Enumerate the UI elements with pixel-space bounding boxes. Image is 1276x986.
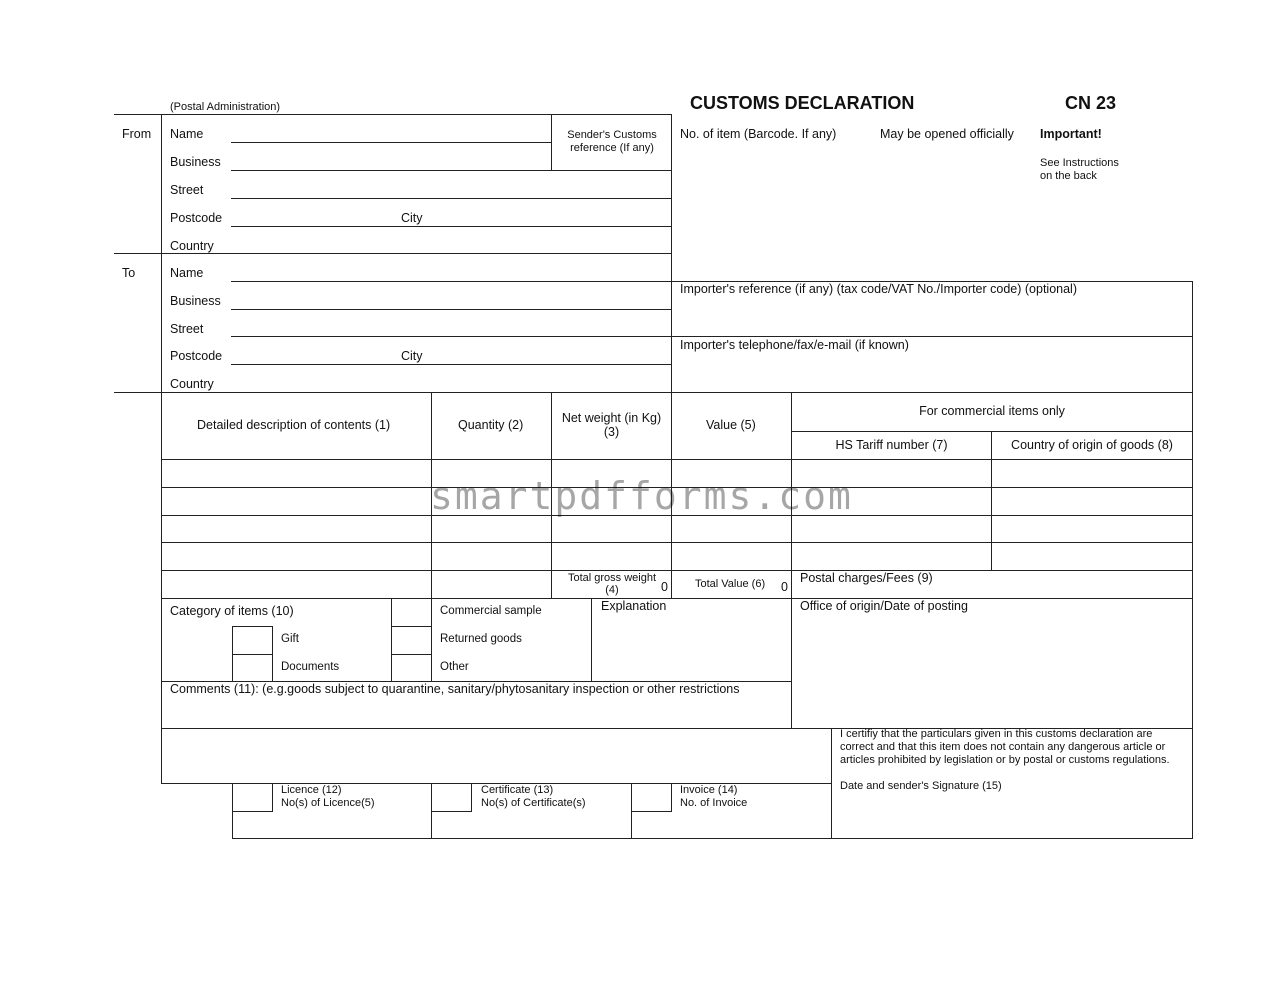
to-country-input[interactable] — [232, 376, 670, 392]
from-postcode-label: Postcode — [170, 211, 223, 225]
from-country-input[interactable] — [232, 238, 670, 253]
content-value-input[interactable] — [673, 517, 789, 541]
commercial-items-header: For commercial items only — [919, 404, 1065, 418]
invoice-checkbox[interactable] — [631, 783, 672, 812]
certification-line1: I certifiy that the particulars given in this customs declaration are — [840, 728, 1153, 740]
address-bottom-rule — [114, 392, 1192, 393]
licence-label: Licence (12) — [281, 784, 342, 796]
totals-bottom-rule — [161, 598, 1192, 599]
to-street-label: Street — [170, 322, 204, 336]
form-bottom-rule — [232, 838, 1193, 839]
to-street-line — [231, 336, 1192, 337]
sender-ref-divider — [551, 114, 552, 170]
signature-input[interactable] — [834, 796, 1190, 836]
sender-ref-line1: Sender's Customs — [567, 129, 657, 141]
form-title: CUSTOMS DECLARATION — [690, 93, 915, 113]
content-hs-input[interactable] — [793, 517, 989, 541]
office-origin-label: Office of origin/Date of posting — [800, 599, 968, 613]
documents-label: Documents — [281, 661, 340, 673]
content-description-input[interactable] — [163, 461, 429, 486]
hs-tariff-header: HS Tariff number (7) — [835, 438, 948, 452]
country-origin-header: Country of origin of goods (8) — [1011, 438, 1173, 452]
from-name-line — [231, 142, 551, 143]
from-street-line — [231, 198, 672, 199]
importer-contact-input[interactable] — [675, 355, 1189, 390]
explanation-input[interactable] — [594, 616, 789, 679]
postal-charges-input[interactable] — [960, 572, 1190, 597]
total-gross-weight-line2: (4) — [605, 584, 619, 596]
comments-input[interactable] — [163, 730, 829, 782]
importer-reference-input[interactable] — [675, 300, 1189, 334]
to-name-label: Name — [170, 266, 204, 280]
content-value-input[interactable] — [673, 544, 789, 569]
form-code: CN 23 — [1065, 93, 1117, 113]
content-quantity-input[interactable] — [433, 517, 549, 541]
office-left-rule — [791, 598, 792, 728]
certification-line2: correct and that this item does not contain any dangerous article or — [840, 741, 1166, 753]
content-hs-input[interactable] — [793, 544, 989, 569]
net-weight-header-line1: Net weight (in Kg) — [561, 411, 662, 425]
to-business-input[interactable] — [232, 293, 670, 309]
content-origin-input[interactable] — [993, 544, 1190, 569]
licence-number-input[interactable] — [234, 814, 429, 837]
see-instructions-line2: on the back — [1040, 170, 1097, 182]
left-column-rule — [161, 114, 162, 784]
certificate-label: Certificate (13) — [481, 784, 554, 796]
to-country-label: Country — [170, 377, 214, 391]
commercial-sub-rule — [791, 431, 1192, 432]
contents-row-rule-5 — [161, 570, 1192, 571]
category-label: Category of items (10) — [170, 604, 294, 618]
from-to-separator — [114, 253, 672, 254]
watermark-text: smartpdfforms.com — [430, 474, 853, 518]
signature-label: Date and sender's Signature (15) — [840, 780, 1002, 792]
net-weight-header-line2: (3) — [603, 425, 620, 439]
important-label: Important! — [1040, 127, 1102, 141]
see-instructions-line1: See Instructions — [1040, 157, 1119, 169]
totals-row-description-cell — [163, 572, 429, 597]
from-label: From — [122, 127, 152, 141]
licence-checkbox[interactable] — [232, 783, 273, 812]
from-name-label: Name — [170, 127, 204, 141]
postal-administration-label: (Postal Administration) — [170, 101, 281, 113]
contents-row-rule-4 — [161, 542, 1192, 543]
item-number-label: No. of item (Barcode. If any) — [680, 127, 837, 141]
importer-contact-label: Importer's telephone/fax/e-mail (if known) — [680, 338, 909, 352]
returned-goods-label: Returned goods — [440, 633, 522, 645]
to-label: To — [122, 266, 136, 280]
certificate-number-input[interactable] — [433, 814, 629, 837]
to-name-input[interactable] — [232, 265, 670, 281]
other-label: Other — [440, 661, 469, 673]
content-origin-input[interactable] — [993, 461, 1190, 486]
documents-checkbox[interactable] — [232, 654, 273, 682]
content-weight-input[interactable] — [553, 544, 669, 569]
total-gross-weight-line1: Total gross weight — [567, 572, 657, 584]
to-postcode-label: Postcode — [170, 349, 223, 363]
from-country-label: Country — [170, 239, 214, 253]
from-street-label: Street — [170, 183, 204, 197]
right-outer-rule — [1192, 281, 1193, 839]
to-city-label: City — [401, 349, 423, 363]
from-name-input[interactable] — [232, 126, 550, 142]
explanation-left-rule — [591, 598, 592, 681]
to-postcode-line — [231, 364, 672, 365]
content-description-input[interactable] — [163, 489, 429, 514]
content-origin-input[interactable] — [993, 517, 1190, 541]
may-be-opened-label: May be opened officially — [880, 127, 1014, 141]
commercial-sample-checkbox[interactable] — [391, 598, 432, 627]
contents-row-rule-1 — [161, 459, 1192, 460]
from-city-label: City — [401, 211, 423, 225]
gift-checkbox[interactable] — [232, 626, 273, 655]
office-origin-input[interactable] — [794, 616, 1190, 726]
content-description-input[interactable] — [163, 544, 429, 569]
from-city-input[interactable] — [428, 210, 670, 226]
to-business-line — [231, 309, 672, 310]
top-rule — [114, 114, 672, 115]
total-value-label: Total Value (6) — [695, 578, 766, 590]
certificate-checkbox[interactable] — [431, 783, 472, 812]
origin-col-rule — [991, 431, 992, 571]
value-header: Value (5) — [706, 418, 756, 432]
certificate-number-label: No(s) of Certificate(s) — [481, 797, 586, 809]
total-value-value[interactable]: 0 — [781, 580, 788, 594]
total-gross-weight-value[interactable]: 0 — [661, 580, 668, 594]
postal-charges-label: Postal charges/Fees (9) — [800, 571, 933, 585]
sender-ref-line2: reference (If any) — [570, 142, 654, 154]
description-header: Detailed description of contents (1) — [197, 418, 391, 432]
explanation-label: Explanation — [601, 599, 667, 613]
from-business-line — [231, 170, 672, 171]
invoice-number-label: No. of Invoice — [680, 797, 748, 809]
comments-label: Comments (11): (e.g.goods subject to quarantine, sanitary/phytosanitary inspection or other restrictions — [170, 682, 740, 696]
importer-reference-label: Importer's reference (if any) (tax code/VAT No./Importer code) (optional) — [680, 282, 1077, 296]
to-business-label: Business — [170, 294, 221, 308]
sender-ref-input[interactable] — [555, 157, 669, 169]
totals-row-quantity-cell — [433, 572, 549, 597]
from-postcode-input[interactable] — [232, 210, 397, 226]
quantity-header: Quantity (2) — [458, 418, 524, 432]
content-weight-input[interactable] — [553, 517, 669, 541]
sender-right-rule — [671, 114, 672, 284]
from-postcode-line — [231, 226, 672, 227]
returned-goods-checkbox[interactable] — [391, 626, 432, 655]
to-postcode-input[interactable] — [232, 348, 397, 364]
other-checkbox[interactable] — [391, 654, 432, 682]
invoice-number-input[interactable] — [633, 814, 829, 837]
gift-label: Gift — [281, 633, 299, 645]
licence-number-label: No(s) of Licence(5) — [281, 797, 375, 809]
from-business-input[interactable] — [232, 154, 550, 170]
content-description-input[interactable] — [163, 517, 429, 541]
content-origin-input[interactable] — [993, 489, 1190, 514]
commercial-sample-label: Commercial sample — [440, 605, 542, 617]
importer-left-rule — [671, 281, 672, 392]
content-quantity-input[interactable] — [433, 544, 549, 569]
certification-line3: articles prohibited by legislation or by postal or customs regulations. — [840, 754, 1170, 766]
from-street-input[interactable] — [232, 182, 670, 198]
invoice-label: Invoice (14) — [680, 784, 738, 796]
to-street-input[interactable] — [232, 321, 670, 336]
from-business-label: Business — [170, 155, 221, 169]
to-city-input[interactable] — [428, 348, 670, 364]
